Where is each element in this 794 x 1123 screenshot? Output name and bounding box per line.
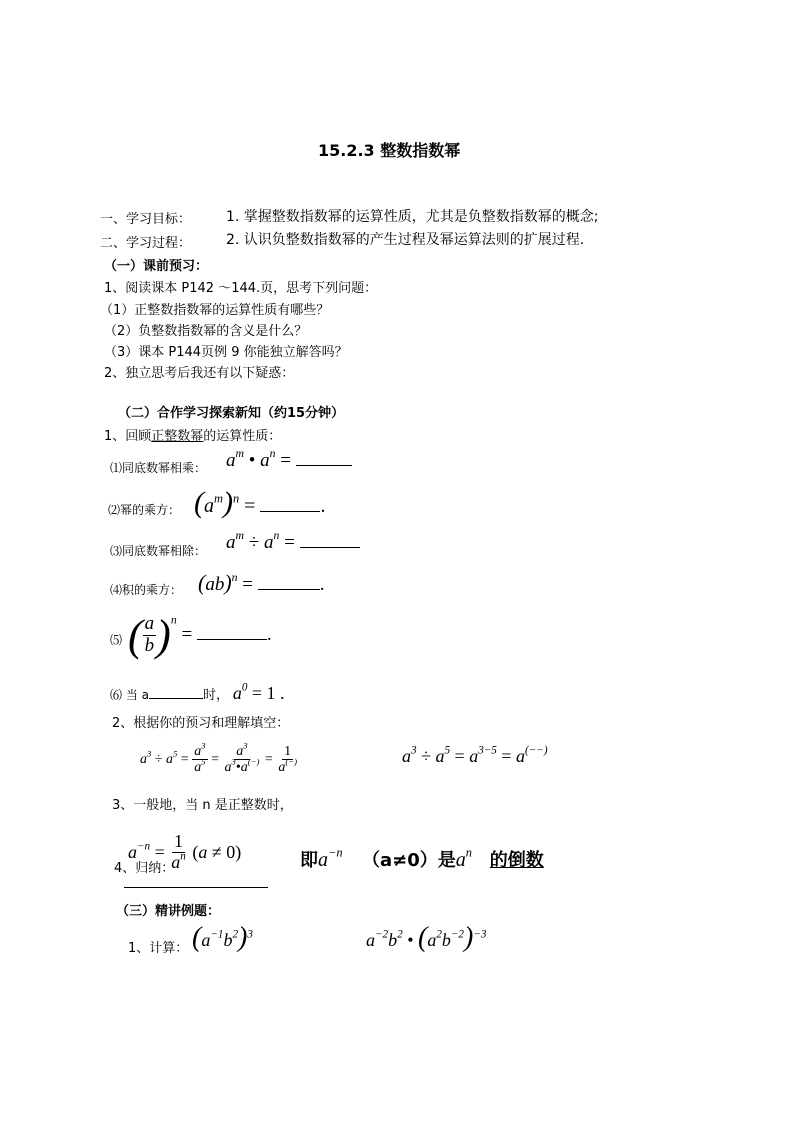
coop-item-1-suffix: 的运算性质： (203, 429, 282, 444)
conclusion-middle: （a≠0）是 (362, 850, 456, 871)
property-5-formula: ( $\frac{a}{b}$ )$^n$ = . (128, 611, 272, 660)
preview-question-3: （3）课本 P144页例 9 你能独立解答吗？ (104, 345, 348, 360)
negative-exponent-definition: $a^{-n}$ = $\frac{1}{a^n}$ (a ≠ 0) (128, 831, 242, 872)
page-title: 15.2.3 整数指数幂 (318, 141, 461, 160)
property-1-formula: $a^m$ • $a^n$ = (226, 450, 352, 472)
definition-underline (124, 887, 268, 888)
preview-heading: （一）课前预习： (104, 259, 209, 274)
property-6 (110, 683, 285, 704)
example-1-formula-b: $a^{-2}b^2$ • $(a^2b^{-2})^{-3}$ (366, 922, 487, 953)
conclusion-suffix: 的倒数 (489, 850, 544, 871)
coop-item-1 (104, 425, 281, 444)
property-6-formula: $a^0 = 1$ . (232, 681, 285, 703)
coop-item-1-underlined: 正整数幂 (151, 429, 204, 444)
coop-item-2: 2、根据你的预习和理解填空： (112, 716, 290, 731)
reciprocal-conclusion: 即$a^{-n}$ （a≠0）是$a^n$ 的倒数 (300, 845, 544, 871)
fill-formula-left: $a^3 \div a^5$ = $\frac{a^3}{a^5}$ = $\frac{a^3}{a^3•a^{(-)}}$ = $\frac{1}{a^{(-)}}$ (140, 740, 297, 776)
property-1-label: ⑴同底数幂相乘： (110, 461, 207, 475)
section-learning-goals-label: 一、学习目标： (100, 212, 192, 227)
preview-item-1: 1、阅读课本 P142 ～144.页，思考下列问题： (104, 281, 378, 296)
preview-item-2: 2、独立思考后我还有以下疑惑： (104, 366, 295, 381)
property-6-suffix: 时， (202, 688, 229, 703)
goal-1: 1. 掌握整数指数幂的运算性质，尤其是负整数指数幂的概念; (226, 209, 599, 225)
property-6-prefix: ⑹ 当 a (110, 688, 149, 702)
property-4-formula: (ab)$^n$ = . (198, 570, 325, 595)
property-2-formula: $(a^m)^n$ = . (194, 486, 326, 519)
property-3-label: ⑶同底数幂相除： (110, 544, 207, 558)
property-3-formula: $a^m \div a^n$ = (226, 532, 360, 554)
property-2-label: ⑵幂的乘方： (108, 503, 181, 517)
examples-heading: （三）精讲例题： (116, 904, 221, 919)
section-learning-process-label: 二、学习过程： (100, 236, 192, 251)
coop-item-4: 4、归纳： (114, 861, 175, 876)
preview-question-1: （1）正整数指数幂的运算性质有哪些？ (100, 303, 330, 318)
goal-2: 2. 认识负整数指数幂的产生过程及幂运算法则的扩展过程. (226, 232, 585, 248)
example-item-1: 1、计算： (128, 941, 189, 956)
example-1-formula-a: $(a^{-1}b^2)^3$ (192, 922, 253, 953)
preview-question-2: （2）负整数指数幂的含义是什么？ (104, 324, 308, 339)
fill-formula-right: $a^3 \div a^5 = a^{3-5} = a^{(--)}$ (402, 744, 548, 766)
property-5-label: ⑸ (110, 633, 123, 647)
coop-item-1-prefix: 1、回顾 (104, 429, 152, 444)
property-6-blank (149, 698, 203, 699)
coop-heading: （二）合作学习探索新知（约15分钟） (118, 406, 345, 421)
conclusion-prefix: 即 (300, 850, 318, 871)
property-4-label: ⑷积的乘方： (110, 583, 183, 597)
coop-item-3: 3、一般地，当 n 是正整数时， (112, 798, 293, 813)
